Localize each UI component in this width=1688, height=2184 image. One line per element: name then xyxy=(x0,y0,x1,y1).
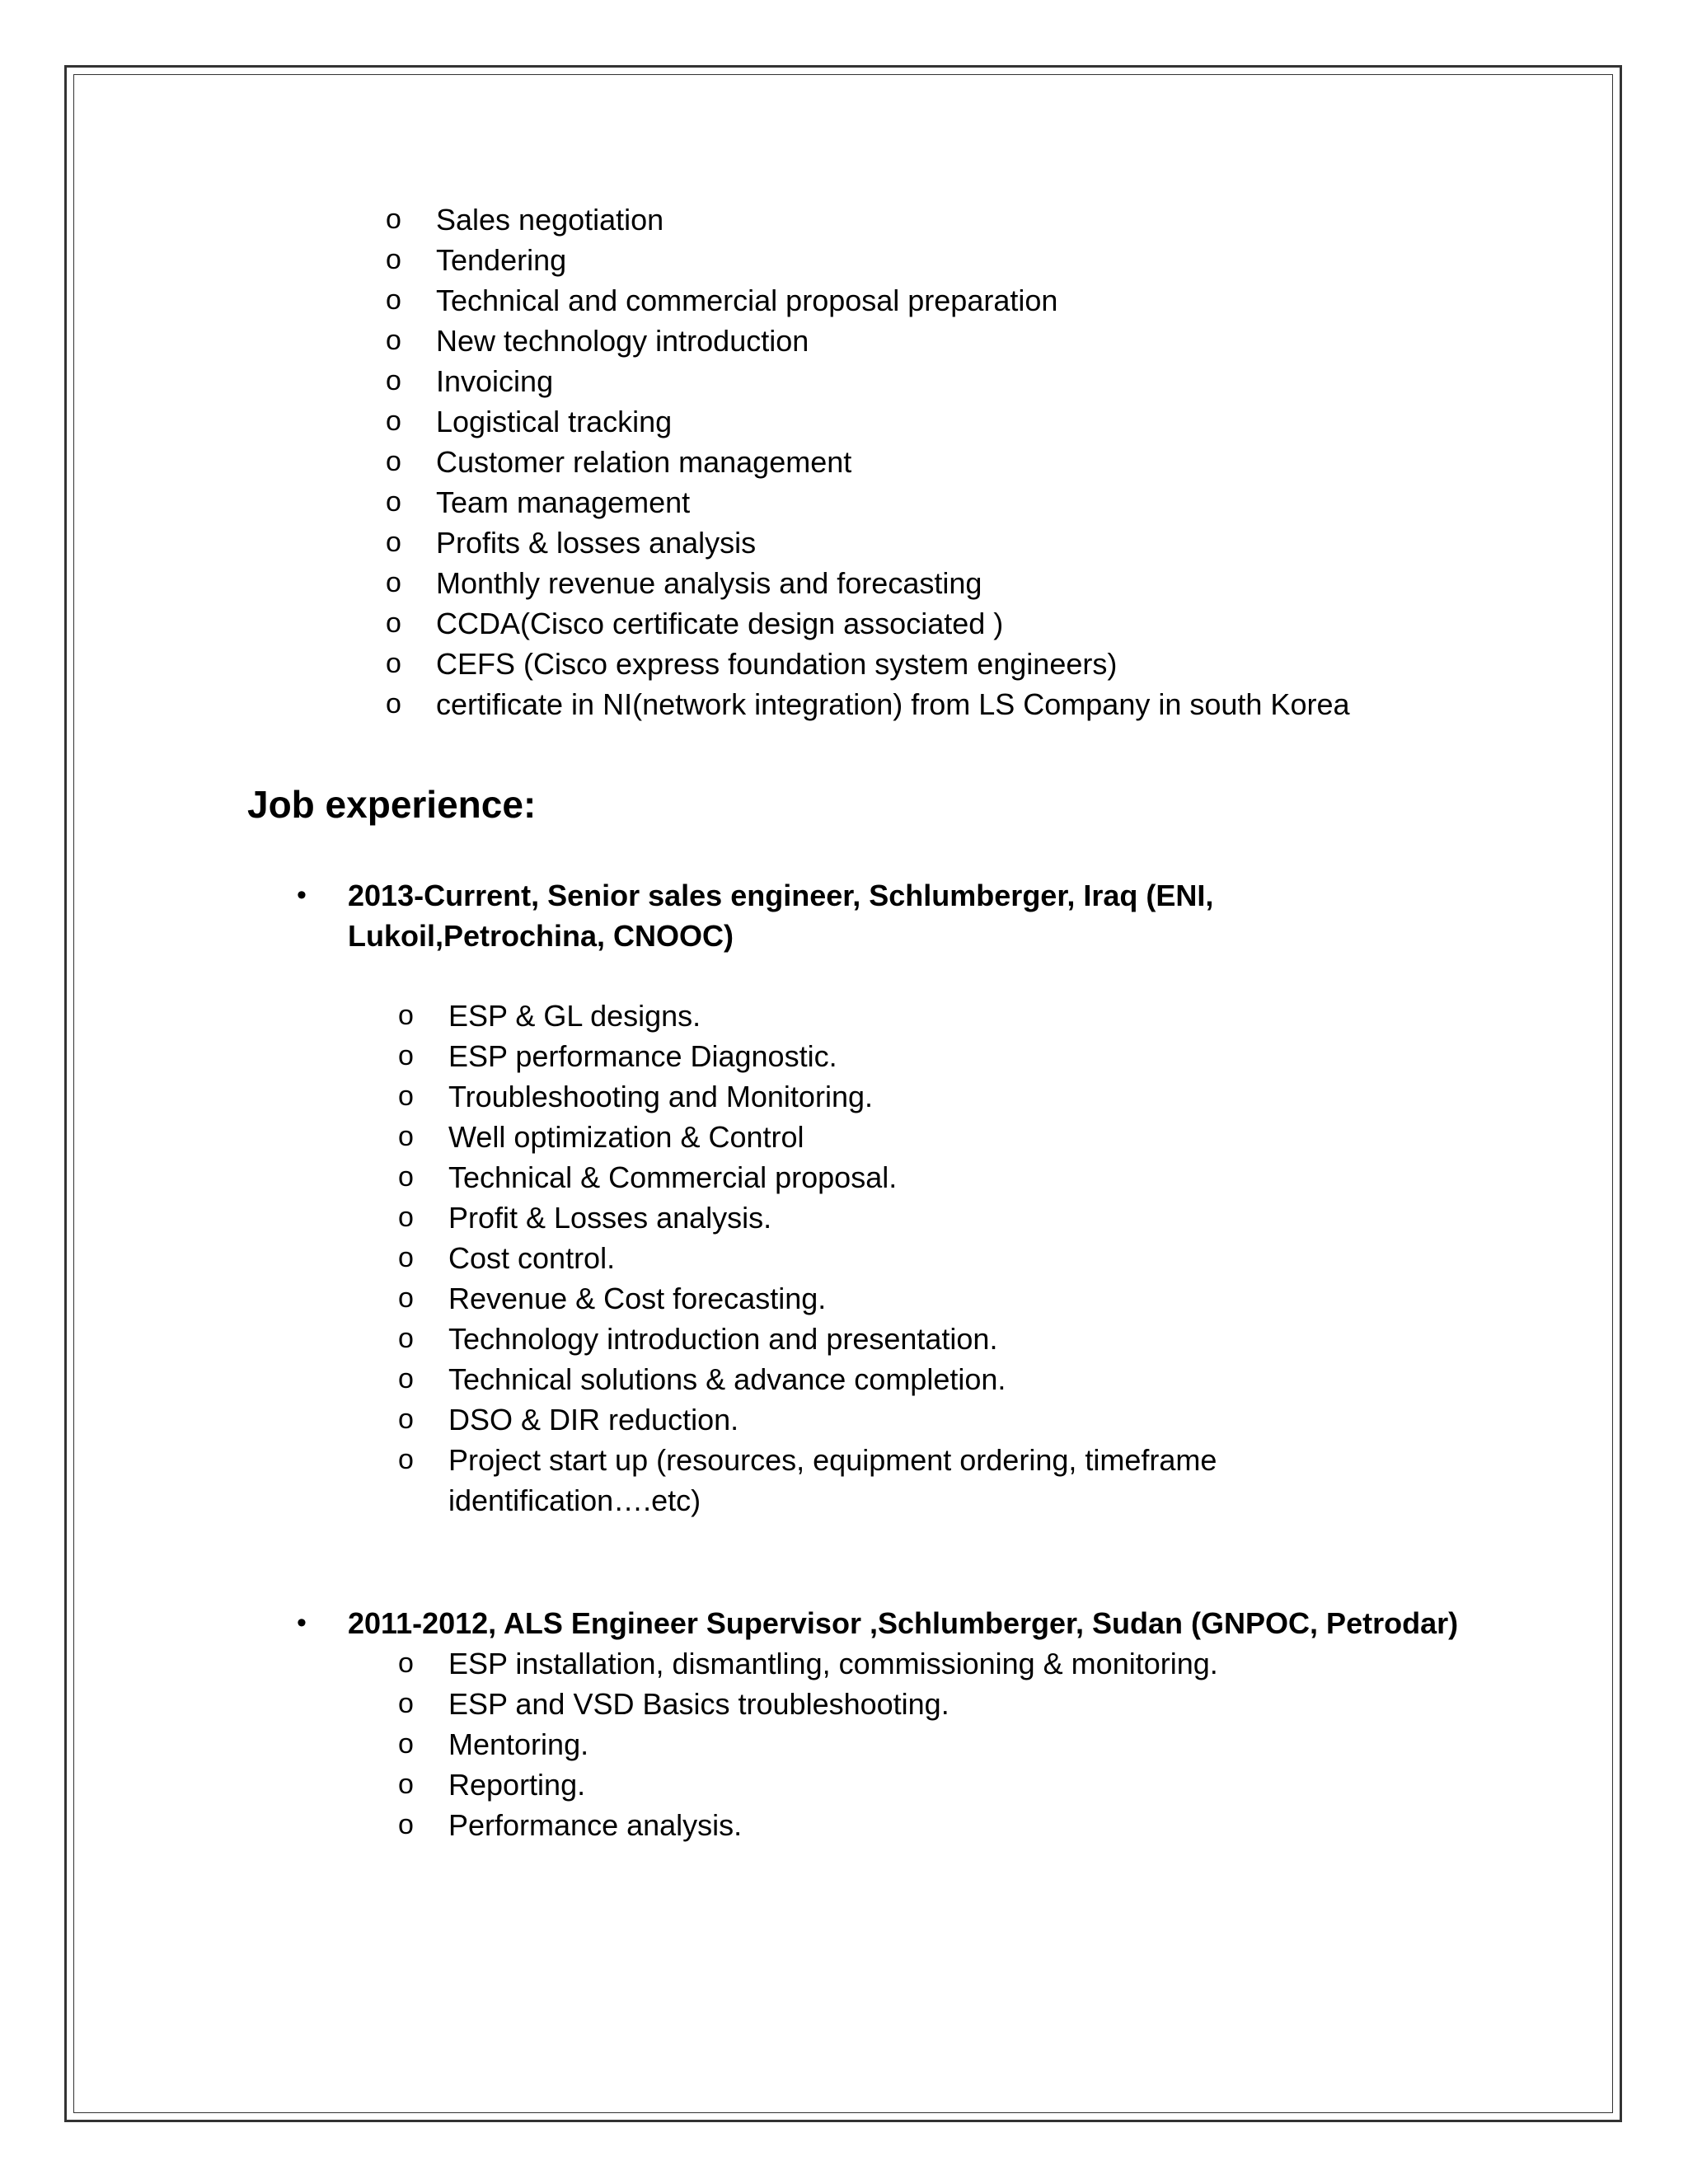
list-item-text: Customer relation management xyxy=(436,445,852,479)
list-item xyxy=(398,1643,1218,1684)
list-item xyxy=(386,644,1350,684)
section-heading-job-experience: Job experience: xyxy=(247,783,537,826)
list-item xyxy=(386,523,1350,563)
list-item xyxy=(398,1157,1273,1197)
circle-bullet-icon: o xyxy=(386,405,401,437)
list-item xyxy=(386,321,1350,361)
list-item xyxy=(386,361,1350,401)
list-item xyxy=(398,1684,1218,1724)
circle-bullet-icon: o xyxy=(398,1728,414,1760)
list-item-text: Mentoring. xyxy=(448,1727,589,1761)
list-item-text: ESP installation, dismantling, commissioning & monitoring. xyxy=(448,1647,1218,1680)
circle-bullet-icon: o xyxy=(386,284,401,316)
skills-list xyxy=(386,199,1350,724)
list-item-text: Technical and commercial proposal preparation xyxy=(436,284,1058,317)
bullet-icon: • xyxy=(297,879,307,911)
circle-bullet-icon: o xyxy=(386,486,401,518)
list-item xyxy=(398,1724,1218,1765)
list-item-text: CEFS (Cisco express foundation system engineers) xyxy=(436,647,1118,681)
circle-bullet-icon: o xyxy=(386,365,401,396)
list-item-text: ESP and VSD Basics troubleshooting. xyxy=(448,1687,950,1721)
list-item xyxy=(398,1359,1273,1399)
list-item xyxy=(386,603,1350,644)
circle-bullet-icon: o xyxy=(398,1404,414,1435)
circle-bullet-icon: o xyxy=(386,527,401,558)
list-item-text: Technical & Commercial proposal. xyxy=(448,1160,898,1194)
list-item-text: Team management xyxy=(436,485,691,519)
circle-bullet-icon: o xyxy=(398,1080,414,1112)
list-item xyxy=(398,996,1273,1036)
list-item xyxy=(398,1117,1273,1157)
job-duties-list xyxy=(398,996,1273,1521)
list-item-text: Revenue & Cost forecasting. xyxy=(448,1282,827,1315)
list-item-text: ESP & GL designs. xyxy=(448,999,701,1033)
circle-bullet-icon: o xyxy=(386,446,401,477)
list-item xyxy=(386,563,1350,603)
list-item xyxy=(386,442,1350,482)
circle-bullet-icon: o xyxy=(386,567,401,598)
circle-bullet-icon: o xyxy=(386,204,401,235)
circle-bullet-icon: o xyxy=(398,1363,414,1394)
list-item-text: Logistical tracking xyxy=(436,405,673,438)
job-title-line: Lukoil,Petrochina, CNOOC) xyxy=(348,919,734,953)
circle-bullet-icon: o xyxy=(398,1323,414,1354)
list-item-text: Performance analysis. xyxy=(448,1808,743,1842)
list-item-text: Profits & losses analysis xyxy=(436,526,757,560)
circle-bullet-icon: o xyxy=(398,1161,414,1193)
circle-bullet-icon: o xyxy=(398,1444,414,1475)
list-item xyxy=(398,1278,1273,1319)
list-item-text: Technical solutions & advance completion. xyxy=(448,1362,1006,1396)
circle-bullet-icon: o xyxy=(398,1202,414,1233)
list-item xyxy=(398,1238,1273,1278)
circle-bullet-icon: o xyxy=(398,1242,414,1273)
job-duties-list xyxy=(398,1643,1218,1845)
list-item-text: DSO & DIR reduction. xyxy=(448,1403,739,1436)
list-item-text: Troubleshooting and Monitoring. xyxy=(448,1080,873,1113)
list-item xyxy=(398,1805,1218,1845)
list-item-text: Invoicing xyxy=(436,364,554,398)
job-title xyxy=(297,1603,1502,1643)
list-item xyxy=(386,240,1350,280)
list-item xyxy=(386,280,1350,321)
list-item-text: Cost control. xyxy=(448,1241,616,1275)
list-item-text: Technology introduction and presentation. xyxy=(448,1322,998,1356)
list-item-text: certificate in NI(network integration) from LS Company in south Korea xyxy=(436,687,1350,721)
list-item xyxy=(386,684,1350,724)
circle-bullet-icon: o xyxy=(386,688,401,719)
list-item xyxy=(398,1399,1273,1440)
circle-bullet-icon: o xyxy=(398,1688,414,1719)
circle-bullet-icon: o xyxy=(398,1647,414,1679)
list-item xyxy=(398,1036,1273,1076)
list-item-text: ESP performance Diagnostic. xyxy=(448,1039,837,1073)
job-title-line: 2013-Current, Senior sales engineer, Schlumberger, Iraq (ENI, xyxy=(348,879,1214,912)
circle-bullet-icon: o xyxy=(398,1282,414,1314)
list-item-text: Monthly revenue analysis and forecasting xyxy=(436,566,982,600)
job-title xyxy=(297,875,1502,956)
job-title-line: 2011-2012, ALS Engineer Supervisor ,Schlumberger, Sudan (GNPOC, Petrodar) xyxy=(348,1606,1459,1640)
list-item xyxy=(386,199,1350,240)
list-item xyxy=(386,482,1350,523)
list-item-text: CCDA(Cisco certificate design associated ) xyxy=(436,607,1004,640)
list-item-text: Project start up (resources, equipment ordering, timeframe identification….etc) xyxy=(448,1443,1217,1517)
list-item-text: Sales negotiation xyxy=(436,203,664,237)
list-item-text: New technology introduction xyxy=(436,324,809,358)
circle-bullet-icon: o xyxy=(398,1121,414,1152)
circle-bullet-icon: o xyxy=(398,1040,414,1071)
circle-bullet-icon: o xyxy=(386,648,401,679)
circle-bullet-icon: o xyxy=(386,244,401,275)
circle-bullet-icon: o xyxy=(386,325,401,356)
list-item xyxy=(398,1197,1273,1238)
list-item xyxy=(398,1440,1273,1521)
list-item-text: Well optimization & Control xyxy=(448,1120,804,1154)
bullet-icon: • xyxy=(297,1607,307,1638)
list-item xyxy=(398,1765,1218,1805)
circle-bullet-icon: o xyxy=(398,1769,414,1800)
list-item xyxy=(398,1076,1273,1117)
circle-bullet-icon: o xyxy=(398,1809,414,1840)
list-item-text: Reporting. xyxy=(448,1768,586,1802)
list-item-text: Profit & Losses analysis. xyxy=(448,1201,772,1235)
list-item xyxy=(386,401,1350,442)
circle-bullet-icon: o xyxy=(398,1000,414,1031)
circle-bullet-icon: o xyxy=(386,607,401,639)
list-item xyxy=(398,1319,1273,1359)
list-item-text: Tendering xyxy=(436,243,567,277)
